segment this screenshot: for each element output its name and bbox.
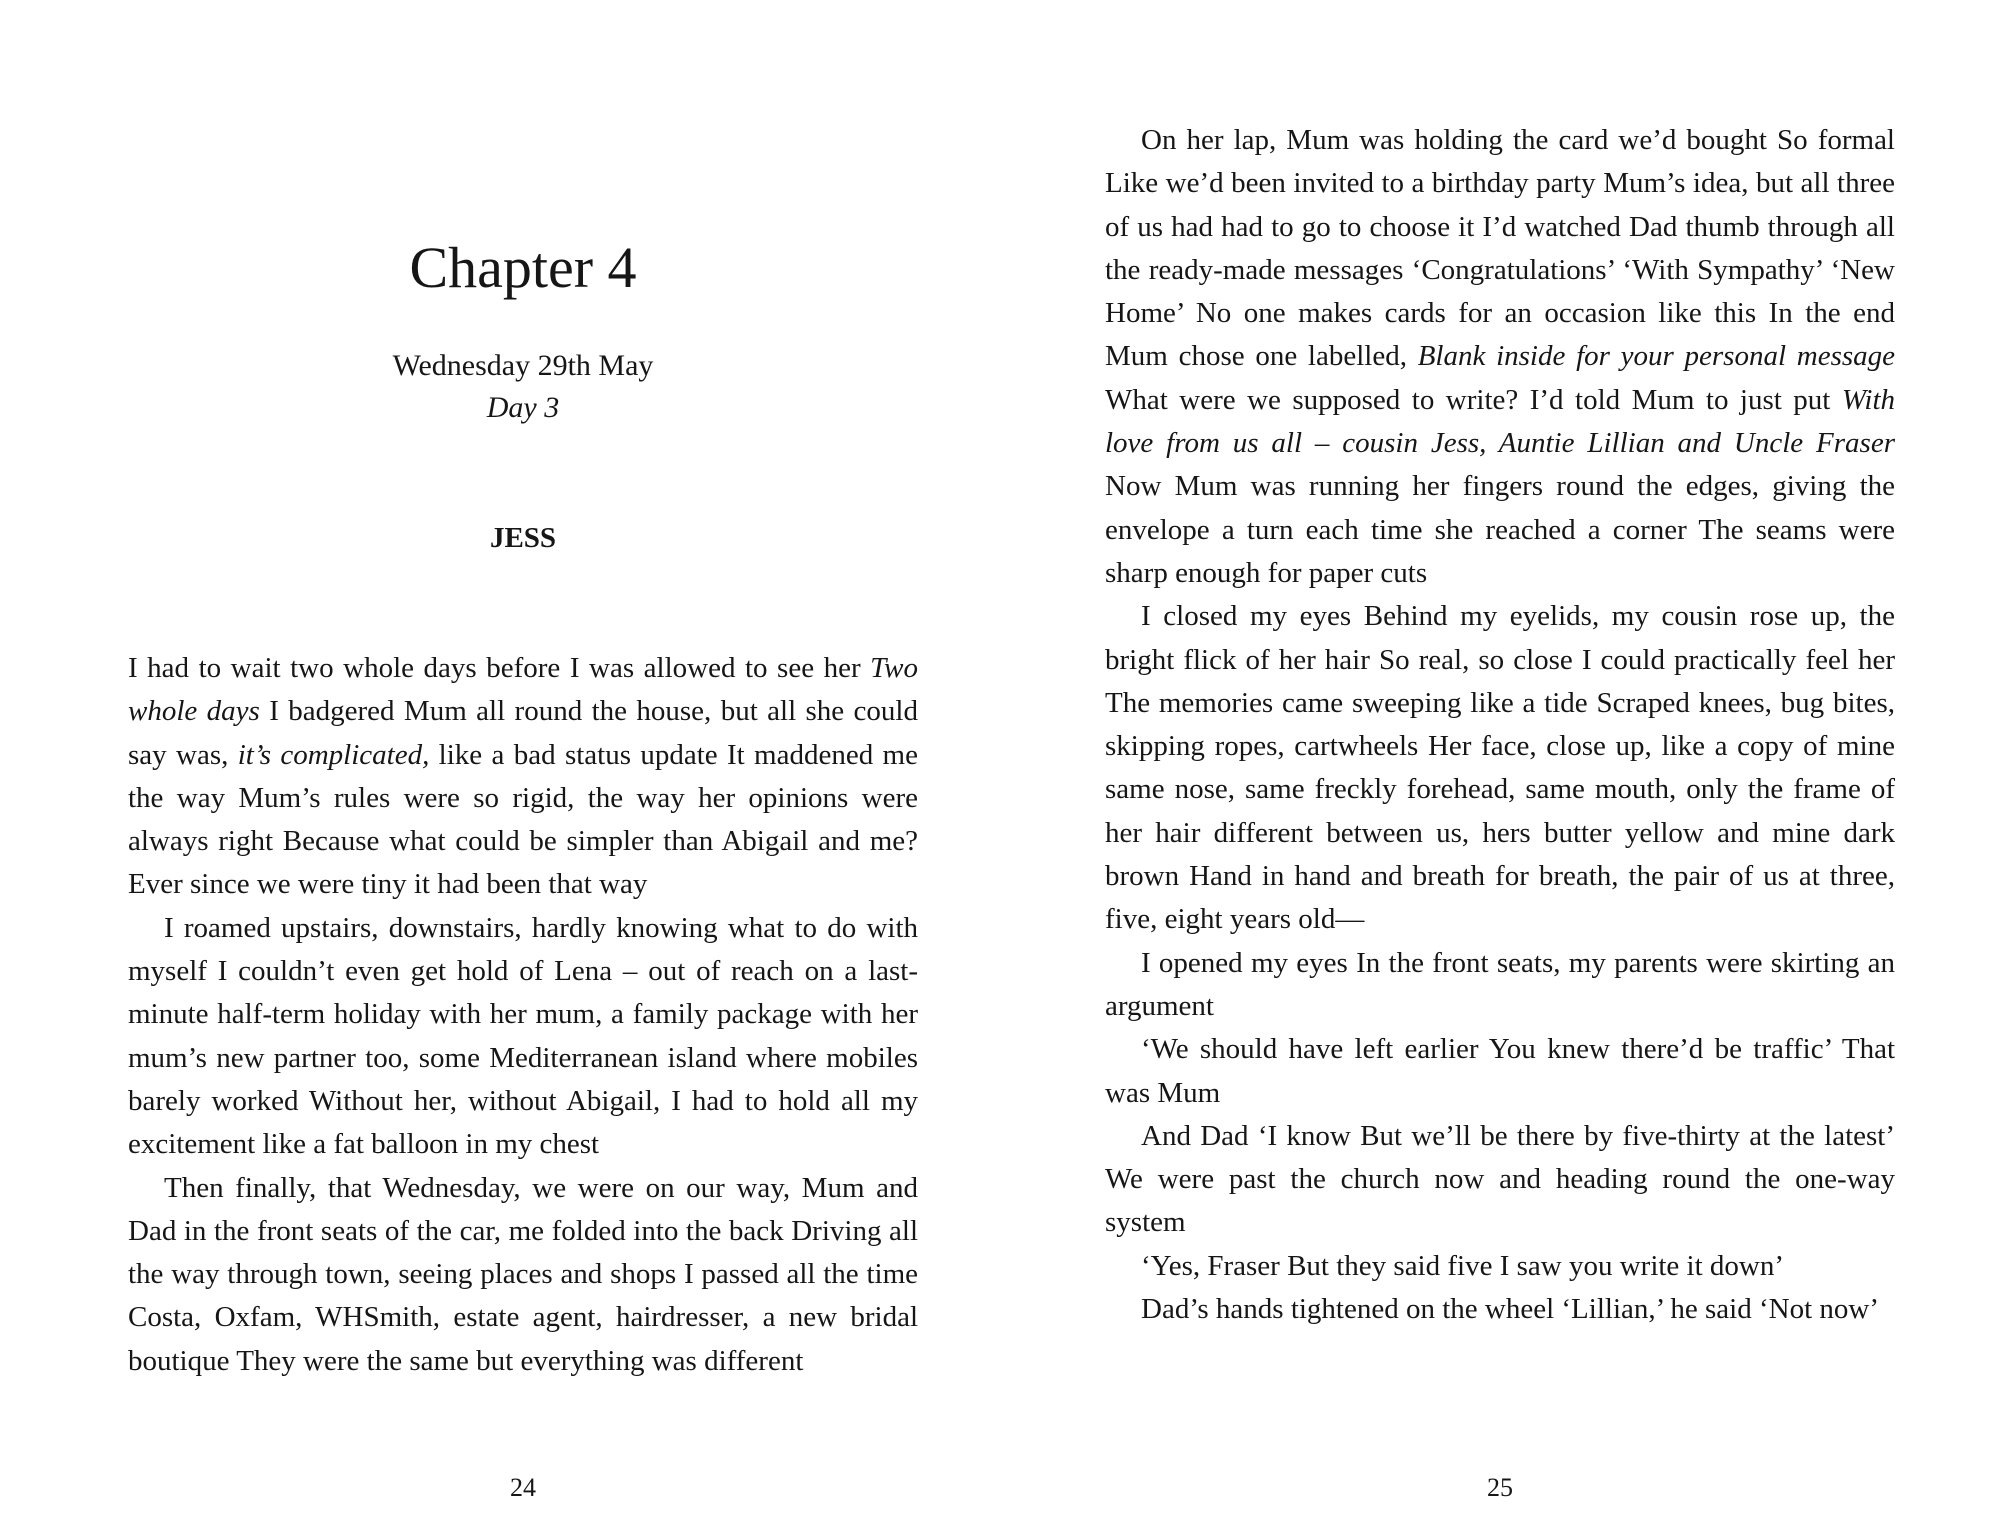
paragraph	[1105, 1288, 1895, 1331]
text-run: And Dad ‘I know But we’ll be there by five-thirty at the latest’ We were past the church now and heading round the one-way system	[1105, 1119, 1895, 1239]
text-run: Then finally, that Wednesday, we were on our way, Mum and Dad in the front seats of the car, me folded into the back Driving all the way through town, seeing places and shops I passed all the time Costa, Oxfam, WHSmith, estate agent, hairdresser, a new bridal boutique They were the same but everything was different	[128, 1171, 918, 1377]
text-run: I closed my eyes Behind my eyelids, my cousin rose up, the bright flick of her hair So real, so close I could practically feel her The memories came sweeping like a tide Scraped knees, bug bites, skipping ropes, cartwheels Her face, close up, like a copy of mine same nose, same freckly forehead, same mouth, only the frame of her hair different between us, hers butter yellow and mine dark brown Hand in hand and breath for breath, the pair of us at three, five, eight years old—	[1105, 600, 1895, 936]
paragraph	[1105, 1115, 1895, 1245]
paragraph	[1105, 1245, 1895, 1288]
text-run: like a bad status update It maddened me the way Mum’s rules were so rigid, the way her opinions were always right Because what could be simpler than Abigail and me? Ever since we were tiny it had been that way	[128, 738, 918, 901]
text-run: I badgered Mum all round the house, but all she could say was,	[128, 695, 918, 771]
paragraph	[1105, 1028, 1895, 1115]
left-page-body	[128, 647, 918, 1383]
right-page	[1000, 0, 2000, 1536]
text-run: I roamed upstairs, downstairs, hardly knowing what to do with myself I couldn’t even get hold of Lena – out of reach on a last-minute half-term holiday with her mum, a family package with her mum’s new partner too, some Mediterranean island where mobiles barely worked Without her, without Abigail, I had to hold all my excitement like a fat balloon in my chest	[128, 911, 918, 1161]
text-run: ‘Yes, Fraser But they said five I saw you write it down’	[1141, 1249, 1785, 1282]
paragraph	[128, 1167, 918, 1383]
text-run: ‘We should have left earlier You knew there’d be traffic’ That was Mum	[1105, 1033, 1895, 1109]
italic-text: it’s complicated,	[237, 738, 430, 771]
text-run: Now Mum was running her fingers round the edges, giving the envelope a turn each time she reached a corner The seams were sharp enough for paper cuts	[1105, 470, 1895, 589]
paragraph	[1105, 119, 1895, 595]
narrator-heading: JESS	[489, 522, 557, 554]
chapter-day: Day 3	[486, 391, 560, 424]
chapter-date: Wednesday 29th May	[392, 349, 654, 382]
page-number-left: 24	[510, 1473, 536, 1502]
page-number-right: 25	[1487, 1473, 1513, 1502]
italic-text: With love from us all – cousin Jess, Auntie Lillian and Uncle Fraser	[1105, 383, 1895, 460]
text-run: I had to wait two whole days before I was allowed to see her	[128, 652, 871, 684]
text-run: What were we supposed to write? I’d told Mum to just put	[1105, 383, 1842, 416]
paragraph	[1105, 942, 1895, 1029]
paragraph	[128, 647, 918, 907]
text-run: On her lap, Mum was holding the card we’d bought So formal Like we’d been invited to a birthday party Mum’s idea, but all three of us had had to go to choose it I’d watched Dad thumb through all the ready-made messages ‘Congratulations’ ‘With Sympathy’ ‘New Home’ No one makes cards for an occasion like this In the end Mum chose one labelled,	[1105, 124, 1895, 373]
text-run: Dad’s hands tightened on the wheel ‘Lillian,’ he said ‘Not now’	[1141, 1293, 1879, 1326]
italic-text: Blank inside for your personal message	[1417, 340, 1896, 373]
paragraph	[1105, 595, 1895, 941]
text-run: I opened my eyes In the front seats, my parents were skirting an argument	[1105, 946, 1895, 1022]
italic-text: Two whole days	[128, 652, 918, 728]
chapter-title: Chapter 4	[409, 235, 637, 300]
paragraph	[128, 907, 918, 1167]
right-page-body	[1105, 119, 1895, 1331]
